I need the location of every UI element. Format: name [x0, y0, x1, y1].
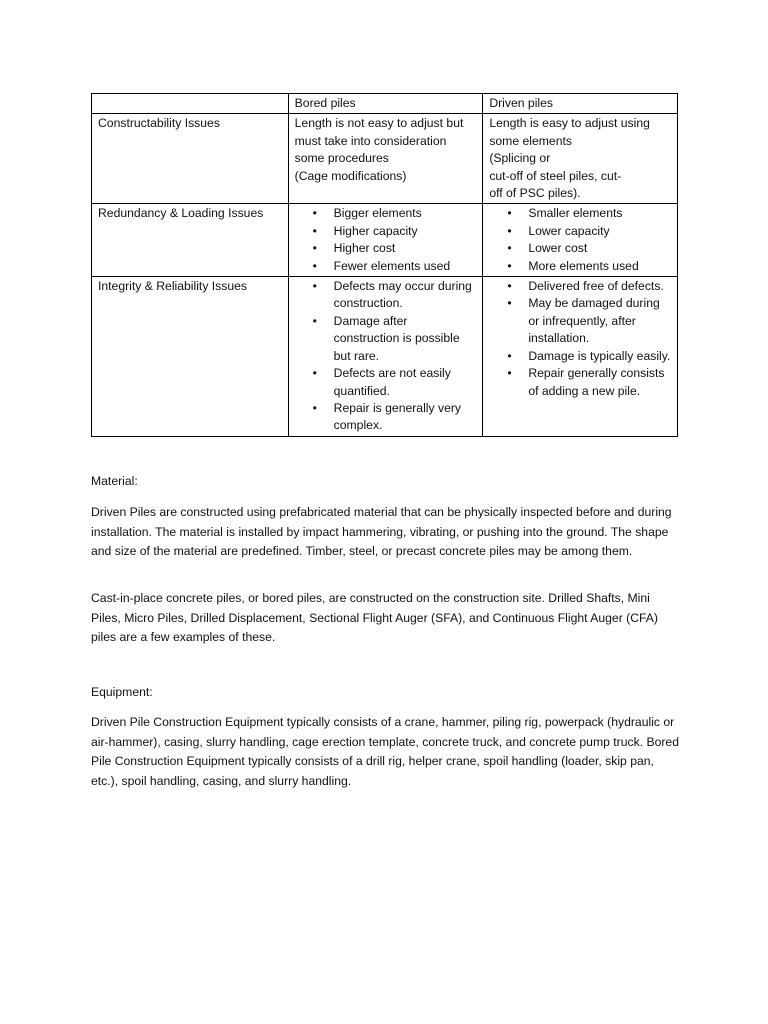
cell-driven-integrity — [483, 277, 678, 437]
list-item: • Repair is generally very complex. — [295, 400, 477, 435]
row-label: Redundancy & Loading Issues — [92, 204, 289, 277]
list-item: • Delivered free of defects. — [489, 278, 671, 295]
list-item: • Defects are not easily quantified. — [295, 365, 477, 400]
list-item: • Damage is typically easily. — [489, 348, 671, 365]
header-cell-empty — [92, 94, 289, 114]
table-row-integrity — [92, 277, 678, 437]
table-header-row — [92, 94, 678, 114]
row-label: Integrity & Reliability Issues — [92, 277, 289, 437]
bullet-list — [489, 278, 671, 400]
header-cell-bored-piles: Bored piles — [288, 94, 483, 114]
bullet-list — [295, 278, 477, 435]
cell-bored-redundancy — [288, 204, 483, 277]
list-item: • More elements used — [489, 258, 671, 275]
table-row-redundancy — [92, 204, 678, 277]
list-item: • Damage after construction is possible but rare. — [295, 313, 477, 365]
bullet-list — [489, 205, 671, 275]
list-item: • Smaller elements — [489, 205, 671, 222]
cell-bored-constructability: Length is not easy to adjust but must take into consideration some procedures (Cage modifications) — [288, 114, 483, 204]
equipment-paragraph: Driven Pile Construction Equipment typically consists of a crane, hammer, piling rig, powerpack (hydraulic or air-hammer), casing, slurry handling, cage erection template, concrete truck, and concrete pump truck. Bored Pile Construction Equipment typically consists of a drill rig, helper crane, spoil handling (loader, skip pan, etc.), spoil handling, casing, and slurry handling. — [91, 715, 679, 788]
row-label: Constructability Issues — [92, 114, 289, 204]
list-item: • Bigger elements — [295, 205, 477, 222]
list-item: • Lower capacity — [489, 223, 671, 240]
material-paragraph-driven: Driven Piles are constructed using prefabricated material that can be physically inspected before and during installation. The material is installed by impact hammering, vibrating, or pushing into the ground. The shape and size of the material are predefined. Timber, steel, or precast concrete piles may be among them. — [91, 505, 672, 558]
cell-driven-constructability: Length is easy to adjust using some elements (Splicing or cut-off of steel piles, cut- off of PSC piles). — [483, 114, 678, 204]
cell-bored-integrity — [288, 277, 483, 437]
bullet-list — [295, 205, 477, 275]
list-item: • May be damaged during or infrequently, after installation. — [489, 295, 671, 347]
list-item: • Defects may occur during construction. — [295, 278, 477, 313]
list-item: • Higher cost — [295, 240, 477, 257]
comparison-table — [91, 93, 678, 437]
list-item: • Fewer elements used — [295, 258, 477, 275]
section-heading-material: Material: — [91, 474, 138, 488]
cell-driven-redundancy — [483, 204, 678, 277]
list-item: • Lower cost — [489, 240, 671, 257]
list-item: • Higher capacity — [295, 223, 477, 240]
list-item: • Repair generally consists of adding a new pile. — [489, 365, 671, 400]
header-cell-driven-piles: Driven piles — [483, 94, 678, 114]
table-row-constructability — [92, 114, 678, 204]
material-paragraph-bored: Cast-in-place concrete piles, or bored piles, are constructed on the construction site. Drilled Shafts, Mini Piles, Micro Piles, Drilled Displacement, Sectional Flight Auger (SFA), and Continuous Flight Auger (CFA) piles are a few examples of these. — [91, 591, 658, 644]
section-heading-equipment: Equipment: — [91, 685, 153, 699]
